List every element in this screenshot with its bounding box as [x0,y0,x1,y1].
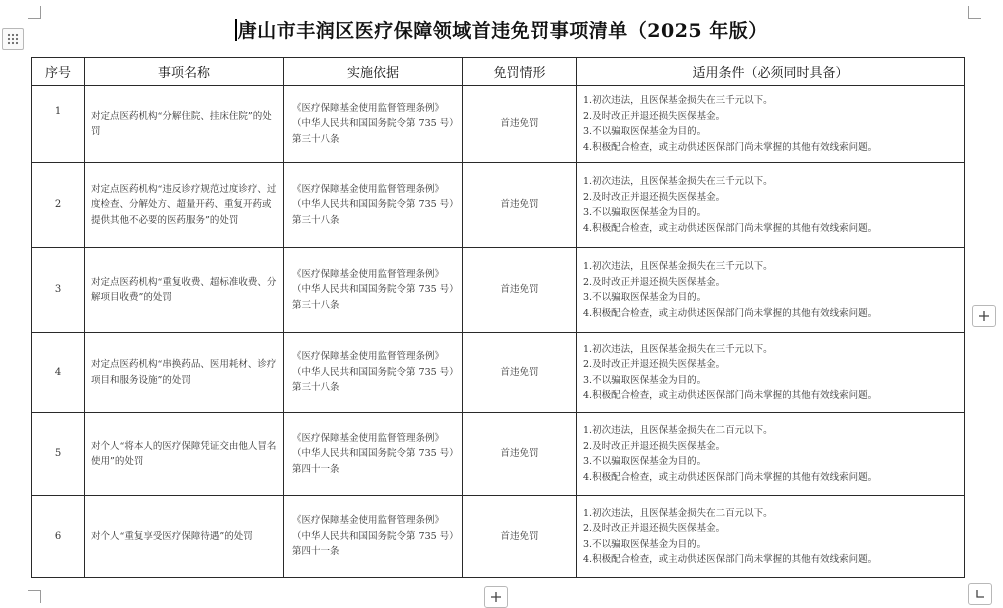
title-text: 唐山市丰润区医疗保障领域首违免罚事项清单（2025 年版） [237,20,768,42]
condition-line: 4.积极配合检查，或主动供述医保部门尚未掌握的其他有效线索问题。 [583,390,878,401]
condition-line: 2.及时改正并退还损失医保基金。 [583,276,726,288]
row-index: 5 [32,413,85,496]
row-basis: 《医疗保障基金使用监督管理条例》（中华人民共和国国务院令第 735 号）第四十一条 [284,413,463,496]
row-exemption: 首违免罚 [463,496,577,578]
row-item-name: 对定点医药机构“分解住院、挂床住院”的处罚 [85,86,284,163]
row-index: 3 [32,248,85,333]
condition-line: 4.积极配合检查，或主动供述医保部门尚未掌握的其他有效线索问题。 [583,141,878,153]
header-conditions: 适用条件（必须同时具备） [577,58,965,86]
condition-line: 2.及时改正并退还损失医保基金。 [583,110,726,122]
row-item-name: 对个人“将本人的医疗保障凭证交由他人冒名使用”的处罚 [85,413,284,496]
condition-line: 2.及时改正并退还损失医保基金。 [583,359,726,370]
header-exemption: 免罚情形 [463,58,577,86]
table-row [32,86,965,163]
row-item-name: 对定点医药机构“串换药品、医用耗材、诊疗项目和服务设施”的处罚 [85,333,284,413]
condition-line: 1.初次违法，且医保基金损失在三千元以下。 [583,343,773,355]
row-index: 2 [32,163,85,248]
condition-line: 1.初次违法，且医保基金损失在三千元以下。 [583,261,773,272]
plus-icon [490,591,502,603]
condition-line: 2.及时改正并退还损失医保基金。 [583,523,726,534]
row-index: 4 [32,333,85,413]
row-conditions [577,163,965,248]
add-row-button[interactable] [484,586,508,608]
condition-line: 1.初次违法，且医保基金损失在二百元以下。 [583,507,773,519]
plus-icon [978,310,990,322]
header-basis: 实施依据 [284,58,463,86]
condition-line: 1.初次违法，且医保基金损失在三千元以下。 [583,176,773,187]
condition-line: 2.及时改正并退还损失医保基金。 [583,440,726,452]
row-conditions [577,86,965,163]
condition-line: 2.及时改正并退还损失医保基金。 [583,191,726,203]
condition-line: 3.不以骗取医保基金为目的。 [583,456,707,467]
table-header-row [32,58,965,86]
document-title [0,16,1003,43]
condition-line: 3.不以骗取医保基金为目的。 [583,374,707,386]
row-index: 6 [32,496,85,578]
condition-line: 4.积极配合检查，或主动供述医保部门尚未掌握的其他有效线索问题。 [583,222,878,234]
row-conditions [577,333,965,413]
row-basis: 《医疗保障基金使用监督管理条例》（中华人民共和国国务院令第 735 号）第四十一条 [284,496,463,578]
table-row [32,413,965,496]
table-row [32,496,965,578]
add-column-button[interactable] [972,305,996,327]
condition-line: 3.不以骗取医保基金为目的。 [583,126,707,137]
row-basis: 《医疗保障基金使用监督管理条例》（中华人民共和国国务院令第 735 号）第三十八条 [284,248,463,333]
text-cursor [235,19,237,41]
violation-list-table [31,57,965,578]
table-row [32,163,965,248]
condition-line: 1.初次违法，且医保基金损失在三千元以下。 [583,95,773,106]
condition-line: 4.积极配合检查，或主动供述医保部门尚未掌握的其他有效线索问题。 [583,307,878,319]
header-index: 序号 [32,58,85,86]
condition-line: 3.不以骗取医保基金为目的。 [583,292,707,303]
row-item-name: 对定点医药机构“违反诊疗规范过度诊疗、过度检查、分解处方、超量开药、重复开药或提供其他不必要的医药服务”的处罚 [85,163,284,248]
row-index: 1 [32,86,85,163]
row-item-name: 对定点医药机构“重复收费、超标准收费、分解项目收费”的处罚 [85,248,284,333]
resize-corner-icon [974,588,986,600]
header-item-name: 事项名称 [85,58,284,86]
row-conditions [577,496,965,578]
row-exemption: 首违免罚 [463,86,577,163]
row-conditions [577,413,965,496]
row-basis: 《医疗保障基金使用监督管理条例》（中华人民共和国国务院令第 735 号）第三十八条 [284,333,463,413]
row-basis: 《医疗保障基金使用监督管理条例》（中华人民共和国国务院令第 735 号）第三十八条 [284,163,463,248]
condition-line: 3.不以骗取医保基金为目的。 [583,207,707,218]
table-resize-handle[interactable] [968,583,992,605]
condition-line: 3.不以骗取医保基金为目的。 [583,538,707,550]
condition-line: 4.积极配合检查，或主动供述医保部门尚未掌握的其他有效线索问题。 [583,471,878,483]
row-exemption: 首违免罚 [463,413,577,496]
table-row [32,248,965,333]
row-exemption: 首违免罚 [463,163,577,248]
page-corner-mark [28,590,41,603]
row-conditions [577,248,965,333]
row-exemption: 首违免罚 [463,248,577,333]
row-basis: 《医疗保障基金使用监督管理条例》（中华人民共和国国务院令第 735 号）第三十八条 [284,86,463,163]
condition-line: 1.初次违法，且医保基金损失在二百元以下。 [583,425,773,436]
row-item-name: 对个人“重复享受医疗保障待遇”的处罚 [85,496,284,578]
table-row [32,333,965,413]
condition-line: 4.积极配合检查，或主动供述医保部门尚未掌握的其他有效线索问题。 [583,554,878,565]
row-exemption: 首违免罚 [463,333,577,413]
